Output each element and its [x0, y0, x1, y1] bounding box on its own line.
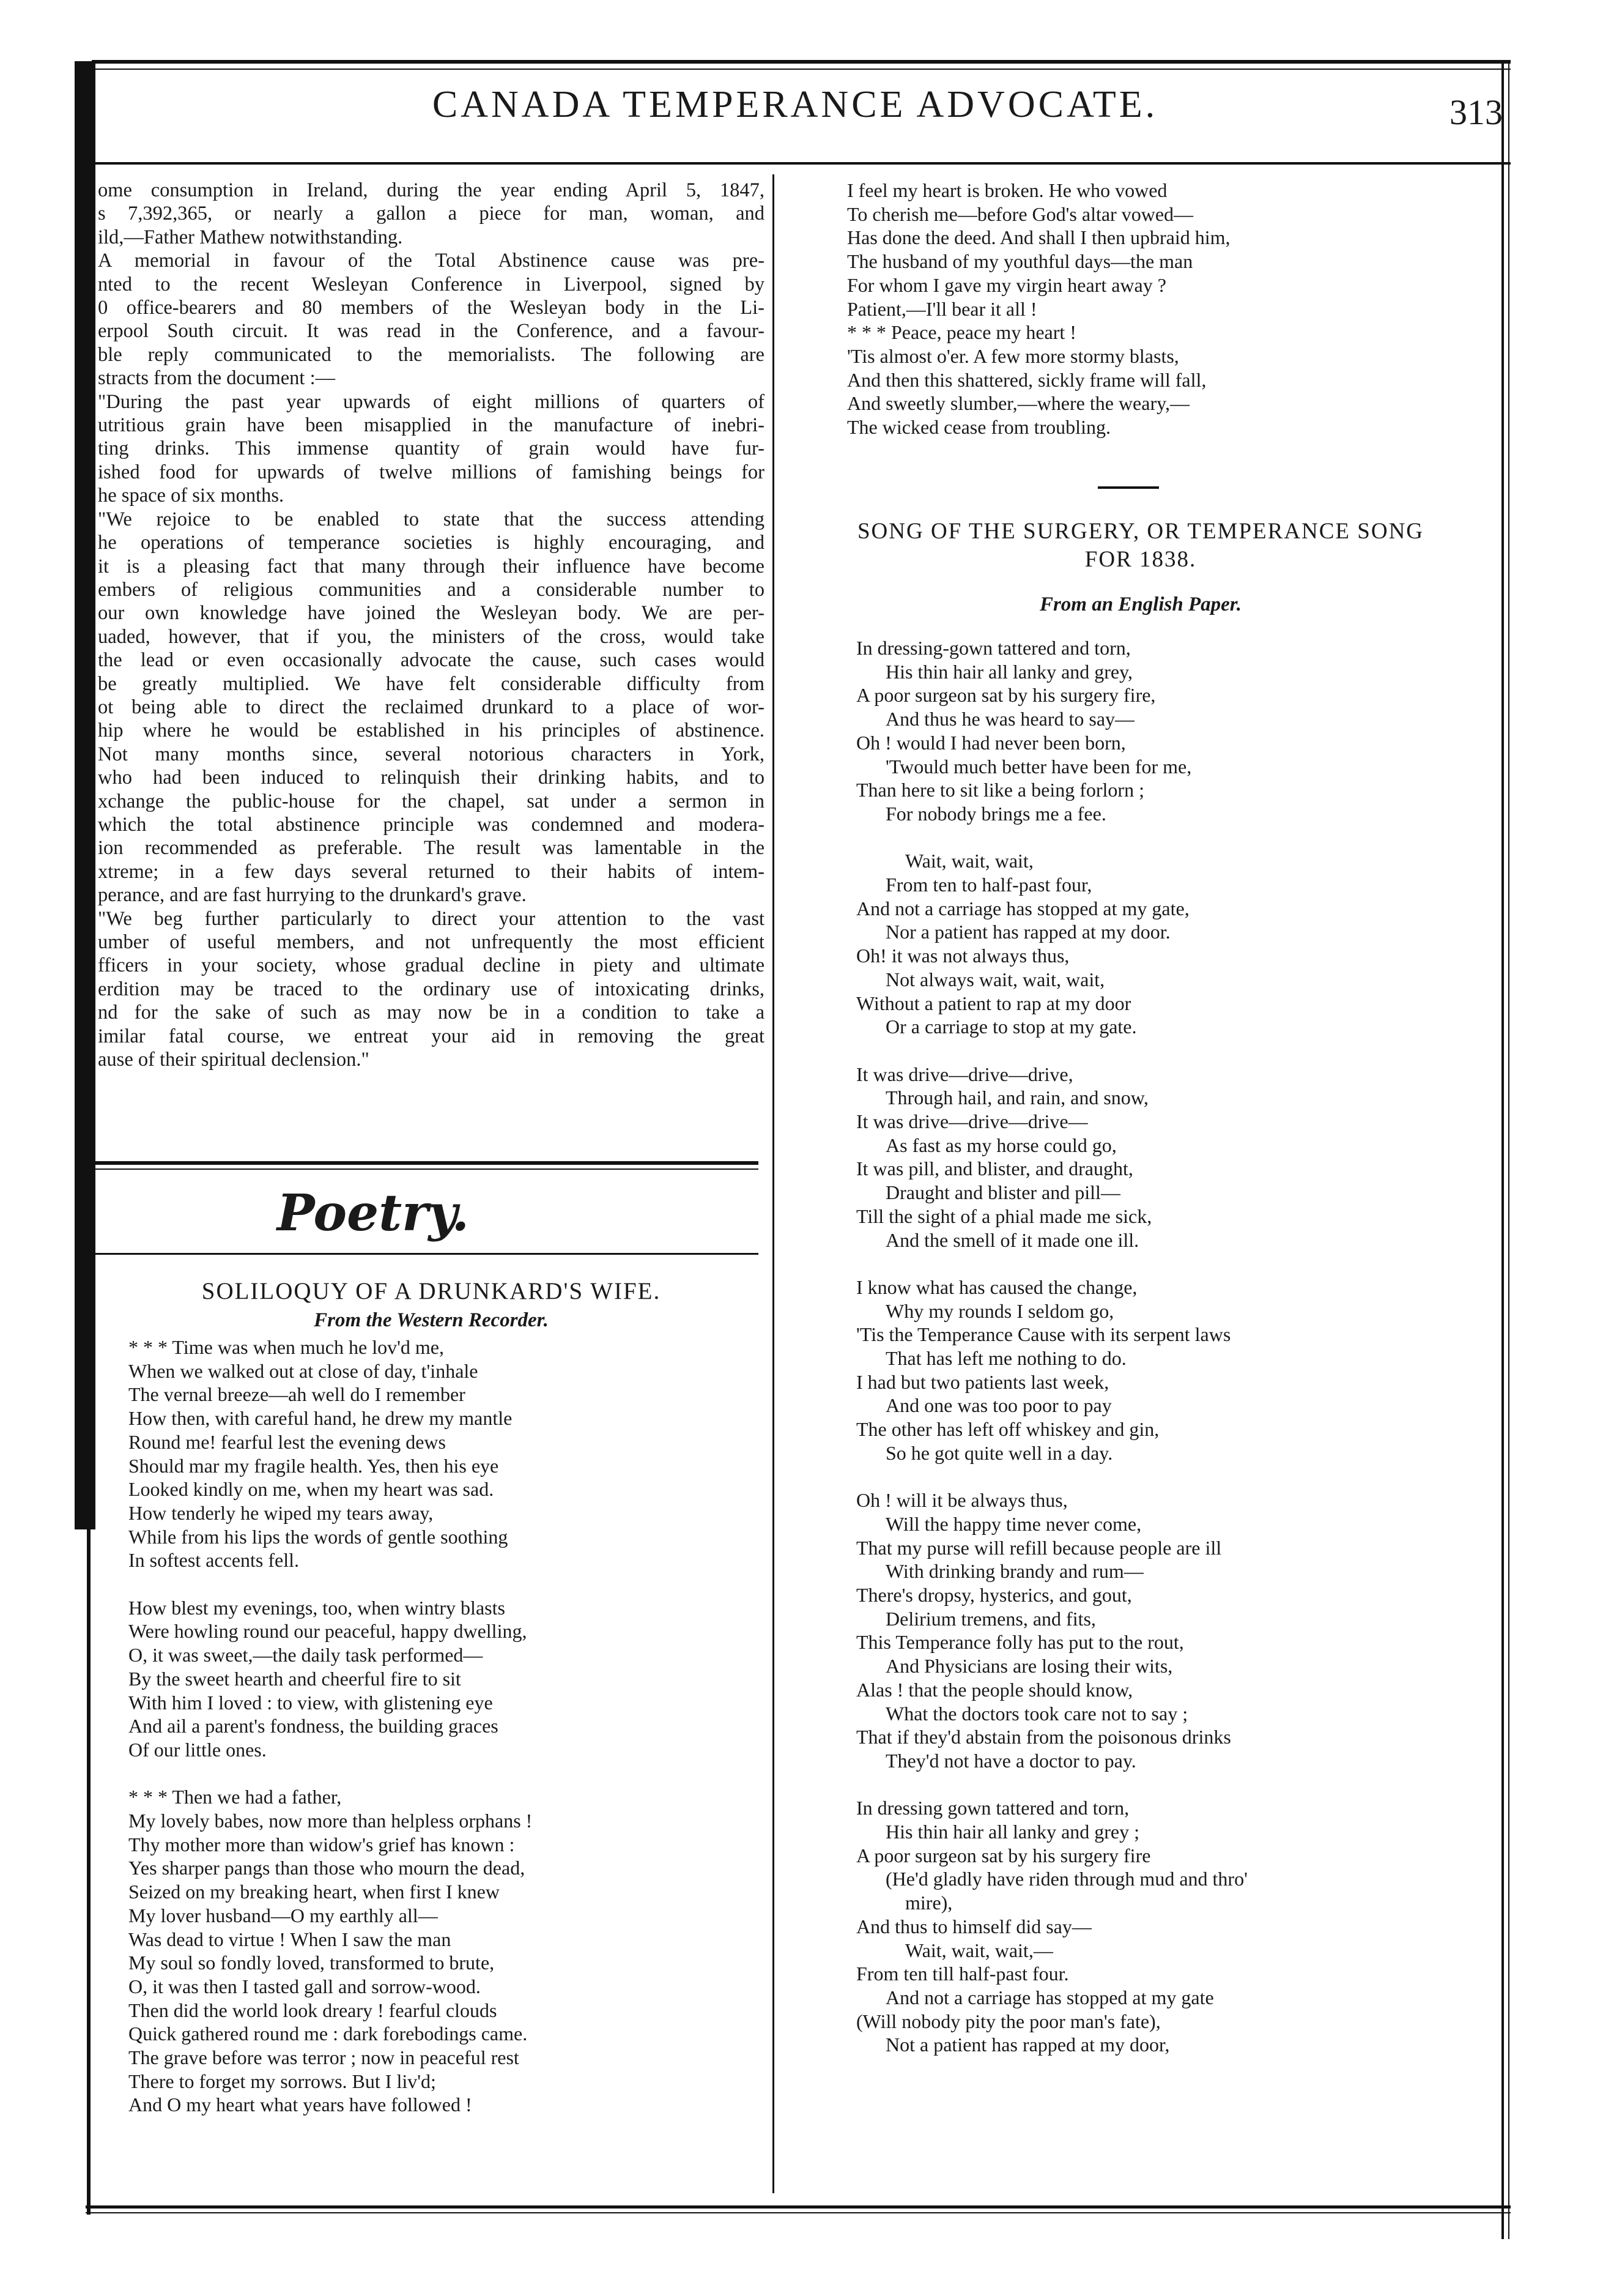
verse-line: Quick gathered round me : dark forebodings came. [128, 2023, 528, 2045]
article-line: who had been induced to relinquish their drinking habits, and to [98, 767, 764, 789]
verse-line: The vernal breeze—ah well do I remember [128, 1383, 465, 1406]
verse-line: How tenderly he wiped my tears away, [128, 1501, 434, 1524]
verse-line: Has done the deed. And shall I then upbraid him, [847, 226, 1231, 249]
verse-line [856, 1252, 1501, 1276]
verse-line: For nobody brings me a fee. [886, 802, 1106, 825]
article-line: ot being able to direct the reclaimed drunkard to a place of wor- [98, 696, 764, 718]
verse-line: For whom I gave my virgin heart away ? [847, 273, 1166, 296]
verse-line: His thin hair all lanky and grey ; [886, 1821, 1140, 1843]
verse-line: And not a carriage has stopped at my gate [886, 1986, 1214, 2008]
verse-line: And thus he was heard to say— [886, 708, 1135, 730]
verse-line: The wicked cease from troubling. [847, 416, 1111, 439]
article-line: ished food for upwards of twelve millions of famishing beings for [98, 461, 764, 483]
verse-line: From ten till half-past four. [856, 1963, 1069, 1985]
verse-line: They'd not have a doctor to pay. [886, 1749, 1136, 1772]
song-title-line1: SONG OF THE SURGERY, OR TEMPERANCE SONG [857, 519, 1424, 544]
article-line: "During the past year upwards of eight millions of quarters of [98, 390, 764, 413]
verse-line: Without a patient to rap at my door [856, 992, 1131, 1014]
verse-line: And sweetly slumber,—where the weary,— [847, 392, 1190, 415]
verse-line: How then, with careful hand, he drew my mantle [128, 1407, 513, 1430]
verse-line: Wait, wait, wait, [905, 850, 1034, 872]
article-line: embers of religious communities and a considerable number to [98, 578, 764, 601]
article-line: umber of useful members, and not unfrequently the most efficient [98, 931, 764, 953]
verse-line: There's dropsy, hysterics, and gout, [856, 1584, 1132, 1607]
verse-line: And O my heart what years have followed ! [128, 2094, 472, 2116]
article-line: imilar fatal course, we entreat your aid in removing the great [98, 1025, 764, 1047]
article-line: nted to the recent Wesleyan Conference in Liverpool, signed by [98, 273, 764, 295]
verse-line: With drinking brandy and rum— [886, 1560, 1144, 1583]
top-border-rule-thin [92, 69, 1511, 70]
verse-line [856, 1039, 1501, 1063]
verse-line: My soul so fondly loved, transformed to brute, [128, 1952, 495, 1974]
verse-line: That if they'd abstain from the poisonous drinks [856, 1726, 1231, 1748]
verse-line: It was drive—drive—drive, [856, 1063, 1073, 1085]
verse-line: Delirium tremens, and fits, [886, 1607, 1096, 1630]
article-line: erpool South circuit. It was read in the Conference, and a favour- [98, 320, 764, 343]
verse-line: And one was too poor to pay [886, 1394, 1112, 1417]
verse-line: Will the happy time never come, [886, 1512, 1142, 1535]
article-line: fficers in your society, whose gradual decline in piety and ultimate [98, 954, 764, 977]
verse-line [856, 1773, 1501, 1797]
verse-line: Looked kindly on me, when my heart was sad. [128, 1478, 494, 1501]
verse-line: And thus to himself did say— [856, 1915, 1092, 1937]
article-line: ting drinks. This immense quantity of grain would have fur- [98, 437, 764, 460]
verse-line: Draught and blister and pill— [886, 1181, 1120, 1204]
verse-line: Of our little ones. [128, 1738, 267, 1761]
verse-line: 'Twould much better have been for me, [886, 755, 1192, 778]
verse-line: I know what has caused the change, [856, 1276, 1138, 1298]
article-line: be greatly multiplied. We have felt considerable difficulty from [98, 672, 764, 695]
verse-line: How blest my evenings, too, when wintry blasts [128, 1596, 505, 1619]
verse-line: Till the sight of a phial made me sick, [856, 1205, 1152, 1227]
right-border-rule-2 [1508, 61, 1509, 2239]
top-border-rule [92, 60, 1511, 64]
verse-line: Patient,—I'll bear it all ! [847, 297, 1037, 320]
verse-line: O, it was sweet,—the daily task performed— [128, 1644, 483, 1666]
article-line: xchange the public-house for the chapel, sat under a sermon in [98, 790, 764, 812]
article-line: "We rejoice to be enabled to state that the success attending [98, 508, 764, 530]
verse-line: His thin hair all lanky and grey, [886, 660, 1133, 683]
verse-line: * * * Then we had a father, [128, 1786, 342, 1808]
poem-title: SOLILOQUY OF A DRUNKARD'S WIFE. [201, 1278, 661, 1304]
article-line: ion recommended as preferable. The result was lamentable in the [98, 837, 764, 860]
page-number: 313 [1449, 92, 1503, 132]
verse-line: And the smell of it made one ill. [886, 1228, 1139, 1251]
verse-line: And not a carriage has stopped at my gate, [856, 897, 1190, 920]
article-line: which the total abstinence principle was condemned and modera- [98, 813, 764, 836]
article-line: A memorial in favour of the Total Abstinence cause was pre- [98, 250, 764, 272]
song-verse [856, 636, 1501, 2057]
left-margin-bar-thin [87, 1529, 91, 2215]
poem-byline: From the Western Recorder. [314, 1309, 549, 1331]
article-line: s 7,392,365, or nearly a gallon a piece for man, woman, and [98, 202, 764, 225]
verse-line: I had but two patients last week, [856, 1370, 1109, 1393]
verse-line: Oh! it was not always thus, [856, 945, 1070, 967]
verse-line: Or a carriage to stop at my gate. [886, 1016, 1137, 1038]
verse-line: Round me! fearful lest the evening dews [128, 1430, 446, 1453]
verse-line: Was dead to virtue ! When I saw the man [128, 1928, 451, 1950]
article-line: nd for the sake of such as may now be in a condition to take a [98, 1001, 764, 1024]
article-line: stracts from the document :— [98, 367, 336, 390]
verse-line: Than here to sit like a being forlorn ; [856, 779, 1144, 801]
article-line: erdition may be traced to the ordinary use of intoxicating drinks, [98, 978, 764, 1000]
section-heading: Poetry. [276, 1184, 470, 1243]
verse-line: mire), [905, 1892, 953, 1914]
article-line: ble reply communicated to the memorialists. The following are [98, 343, 764, 366]
verse-line: By the sweet hearth and cheerful fire to sit [128, 1667, 461, 1690]
song-byline: From an English Paper. [1039, 593, 1242, 615]
verse-line: Then did the world look dreary ! fearful clouds [128, 1999, 497, 2021]
article-line: ause of their spiritual declension." [98, 1049, 369, 1071]
verse-line: In dressing gown tattered and torn, [856, 1797, 1130, 1819]
verse-line: When we walked out at close of day, t'inhale [128, 1359, 478, 1382]
verse-line: The husband of my youthful days—the man [847, 250, 1193, 273]
verse-line: My lovely babes, now more than helpless orphans ! [128, 1810, 533, 1832]
verse-line: Seized on my breaking heart, when first I knew [128, 1881, 500, 1903]
verse-line: Oh ! would I had never been born, [856, 731, 1126, 754]
verse-line [128, 1762, 764, 1786]
verse-line: This Temperance folly has put to the rout, [856, 1631, 1184, 1654]
article-line: the lead or even occasionally advocate the cause, such cases would [98, 649, 764, 672]
verse-line: * * * Time was when much he lov'd me, [128, 1336, 444, 1358]
verse-line: It was drive—drive—drive— [856, 1110, 1088, 1133]
poetry-bottom-rule [92, 1253, 758, 1255]
verse-line: Why my rounds I seldom go, [886, 1299, 1114, 1322]
article-line: our own knowledge have joined the Wesleyan body. We are per- [98, 602, 764, 625]
verse-line: Yes sharper pangs than those who mourn the dead, [128, 1857, 525, 1879]
article-line: hip where he would be established in his principles of abstinence. [98, 719, 764, 742]
verse-line: I feel my heart is broken. He who vowed [847, 179, 1168, 201]
verse-line: O, it was then I tasted gall and sorrow-wood. [128, 1975, 481, 1997]
article-line: "We beg further particularly to direct your attention to the vast [98, 907, 764, 930]
verse-line: From ten to half-past four, [886, 874, 1092, 896]
section-divider-short [1098, 486, 1159, 489]
verse-line: Not a patient has rapped at my door, [886, 2034, 1170, 2056]
poem-continued-verse [847, 179, 1495, 439]
article-line: ild,—Father Mathew notwithstanding. [98, 226, 403, 248]
verse-line: (He'd gladly have riden through mud and thro' [886, 1868, 1248, 1890]
article-line: uaded, however, that if you, the ministers of the cross, would take [98, 625, 764, 648]
verse-line: In dressing-gown tattered and torn, [856, 637, 1131, 659]
poetry-top-rule [92, 1161, 758, 1165]
verse-line: Were howling round our peaceful, happy dwelling, [128, 1620, 527, 1643]
verse-line: A poor surgeon sat by his surgery fire [856, 1844, 1151, 1867]
article-text [98, 179, 764, 1071]
verse-line: That my purse will refill because people are ill [856, 1536, 1222, 1559]
column-separator [772, 174, 774, 2193]
verse-line: My lover husband—O my earthly all— [128, 1904, 438, 1926]
left-margin-bar [75, 61, 95, 1529]
verse-line: So he got quite well in a day. [886, 1441, 1113, 1464]
verse-line: The other has left off whiskey and gin, [856, 1418, 1160, 1441]
verse-line: 'Tis the Temperance Cause with its serpent laws [856, 1323, 1231, 1346]
article-line: perance, and are fast hurrying to the drunkard's grave. [98, 884, 527, 907]
article-line: xtreme; in a few days several returned to their habits of intem- [98, 860, 764, 883]
verse-line: There to forget my sorrows. But I liv'd; [128, 2070, 436, 2092]
page-title: CANADA TEMPERANCE ADVOCATE. [432, 84, 1158, 125]
verse-line: Oh ! will it be always thus, [856, 1489, 1068, 1512]
verse-line: Thy mother more than widow's grief has known : [128, 1833, 515, 1856]
poetry-top-rule-thin [92, 1168, 758, 1170]
right-border-rule [1501, 61, 1504, 2239]
article-line: ome consumption in Ireland, during the year ending April 5, 1847, [98, 179, 764, 201]
verse-line: What the doctors took care not to say ; [886, 1702, 1188, 1725]
bottom-border-rule [86, 2205, 1511, 2209]
verse-line: (Will nobody pity the poor man's fate), [856, 2010, 1161, 2032]
verse-line: A poor surgeon sat by his surgery fire, [856, 684, 1156, 707]
verse-line: The grave before was terror ; now in peaceful rest [128, 2046, 519, 2069]
article-line: Not many months since, several notorious characters in York, [98, 743, 764, 765]
verse-line: And ail a parent's fondness, the building graces [128, 1715, 498, 1737]
verse-line: Alas ! that the people should know, [856, 1678, 1133, 1701]
verse-line [856, 1465, 1501, 1489]
verse-line [128, 1572, 764, 1596]
verse-line: In softest accents fell. [128, 1549, 299, 1572]
verse-line: And Physicians are losing their wits, [886, 1655, 1173, 1677]
verse-line: And then this shattered, sickly frame will fall, [847, 368, 1207, 391]
verse-line: Nor a patient has rapped at my door. [886, 921, 1171, 943]
verse-line: As fast as my horse could go, [886, 1134, 1117, 1156]
verse-line: While from his lips the words of gentle soothing [128, 1525, 508, 1548]
verse-line: 'Tis almost o'er. A few more stormy blasts, [847, 344, 1179, 367]
bottom-border-rule-thin [86, 2212, 1511, 2213]
header-underline [92, 162, 1511, 165]
song-title-line2: FOR 1838. [1084, 547, 1197, 572]
article-line: utritious grain have been misapplied in the manufacture of inebri- [98, 414, 764, 437]
verse-line [856, 826, 1501, 850]
verse-line: Should mar my fragile health. Yes, then his eye [128, 1454, 499, 1477]
article-line: he operations of temperance societies is highly encouraging, and [98, 532, 764, 554]
article-line: he space of six months. [98, 485, 284, 507]
verse-line: That has left me nothing to do. [886, 1347, 1127, 1370]
verse-line: With him I loved : to view, with glistening eye [128, 1691, 493, 1714]
verse-line: Wait, wait, wait,— [905, 1939, 1053, 1961]
verse-line: Through hail, and rain, and snow, [886, 1087, 1149, 1109]
poem-verse [128, 1336, 764, 2117]
article-line: 0 office-bearers and 80 members of the Wesleyan body in the Li- [98, 297, 764, 319]
article-line: it is a pleasing fact that many through their influence have become [98, 555, 764, 578]
verse-line: It was pill, and blister, and draught, [856, 1157, 1133, 1180]
verse-line: * * * Peace, peace my heart ! [847, 321, 1076, 344]
verse-line: To cherish me—before God's altar vowed— [847, 202, 1194, 225]
verse-line: Not always wait, wait, wait, [886, 968, 1105, 990]
